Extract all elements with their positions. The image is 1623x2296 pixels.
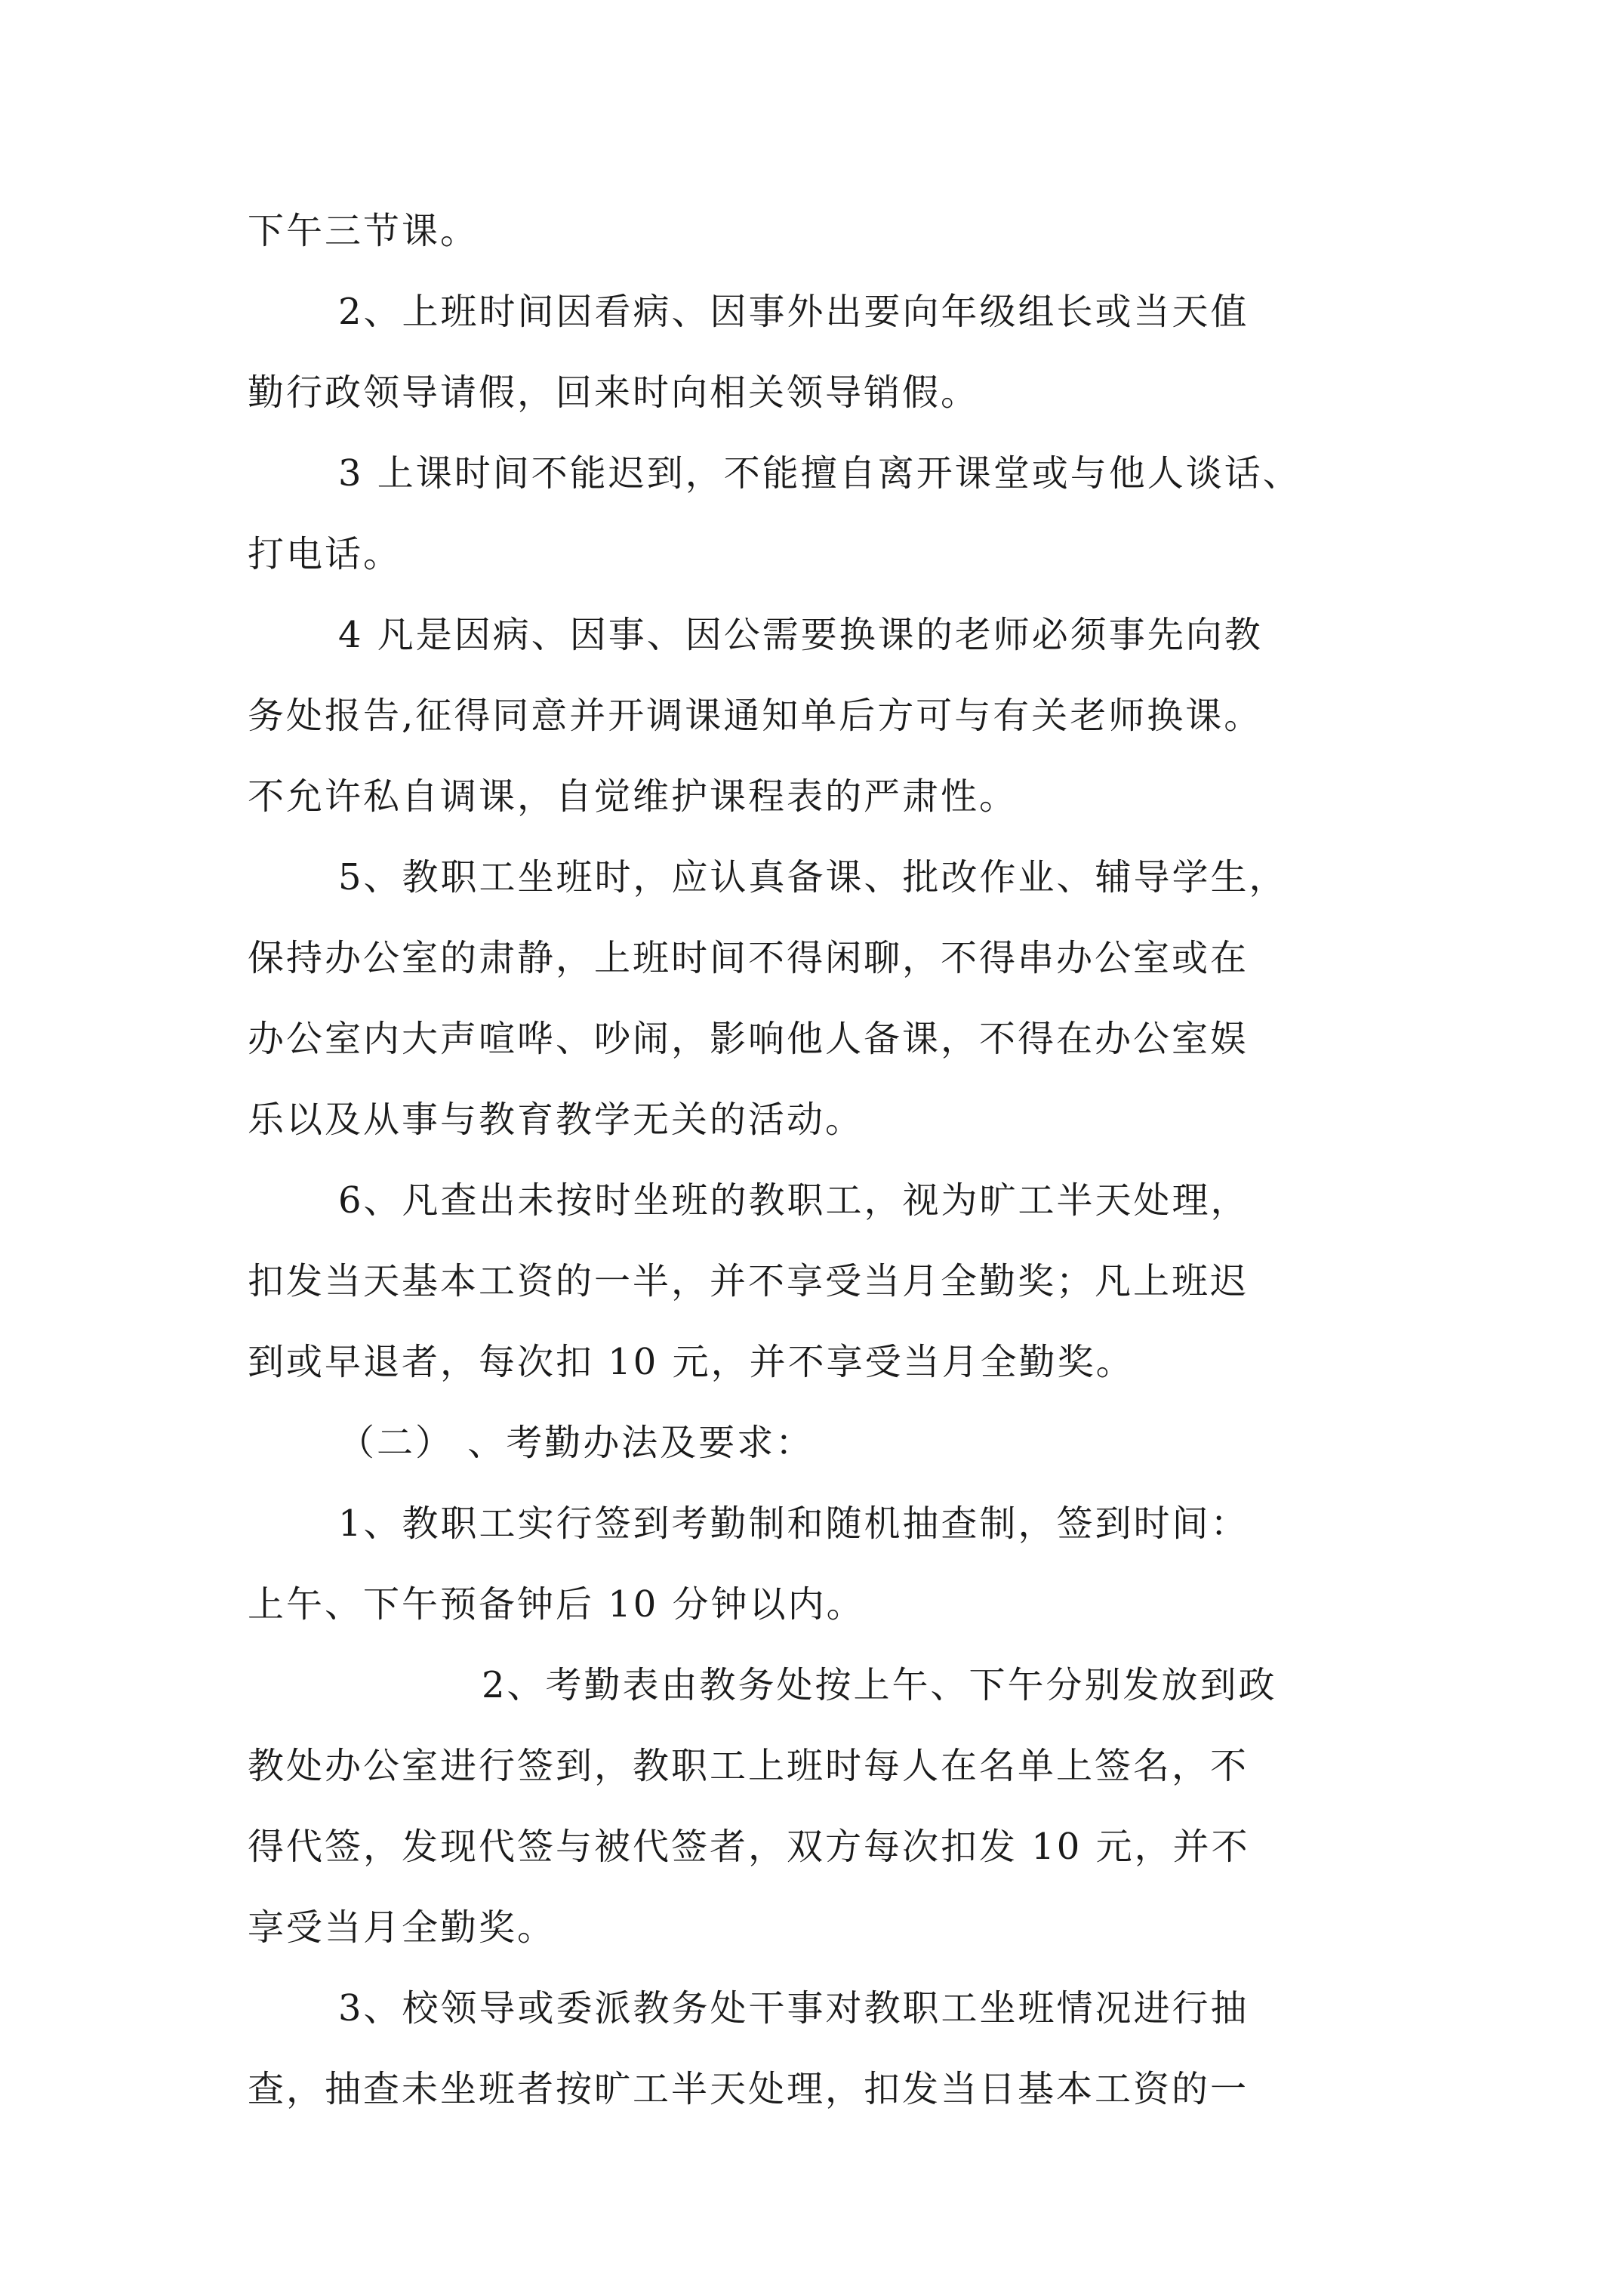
text-line: 办公室内大声喧哗、吵闹，影响他人备课，不得在办公室娱 bbox=[248, 1018, 1249, 1060]
text-line: 3 上课时间不能迟到，不能擅自离开课堂或与他人谈话、 bbox=[338, 452, 1301, 495]
text-line: 上午、下午预备钟后 10 分钟以内。 bbox=[248, 1583, 865, 1626]
text-line: 得代签，发现代签与被代签者，双方每次扣发 10 元，并不 bbox=[248, 1826, 1250, 1868]
text-line: 教处办公室进行签到，教职工上班时每人在名单上签名，不 bbox=[248, 1745, 1249, 1787]
text-line: 下午三节课。 bbox=[248, 210, 479, 252]
text-line: 2、考勤表由教务处按上午、下午分别发放到政 bbox=[482, 1664, 1277, 1706]
text-line: 2、上班时间因看病、因事外出要向年级组长或当天值 bbox=[338, 291, 1249, 333]
text-line: 3、校领导或委派教务处干事对教职工坐班情况进行抽 bbox=[338, 1987, 1249, 2029]
text-line: 到或早退者，每次扣 10 元，并不享受当月全勤奖。 bbox=[248, 1341, 1135, 1383]
text-line: 查，抽查未坐班者按旷工半天处理，扣发当日基本工资的一 bbox=[248, 2068, 1249, 2110]
text-line: 务处报告,征得同意并开调课通知单后方可与有关老师换课。 bbox=[248, 695, 1263, 737]
text-line: 勤行政领导请假，回来时向相关领导销假。 bbox=[248, 371, 980, 414]
text-line: 享受当月全勤奖。 bbox=[248, 1906, 556, 1949]
text-line: 乐以及从事与教育教学无关的活动。 bbox=[248, 1099, 864, 1141]
text-line: 6、凡查出未按时坐班的教职工，视为旷工半天处理， bbox=[338, 1179, 1249, 1222]
text-line: 打电话。 bbox=[248, 533, 402, 575]
text-line: 5、教职工坐班时，应认真备课、批改作业、辅导学生， bbox=[338, 856, 1288, 898]
section-heading: （二） 、考勤办法及要求： bbox=[338, 1422, 815, 1464]
text-line: 不允许私自调课，自觉维护课程表的严肃性。 bbox=[248, 775, 1018, 818]
text-line: 4 凡是因病、因事、因公需要换课的老师必须事先向教 bbox=[338, 614, 1263, 656]
text-line: 保持办公室的肃静，上班时间不得闲聊，不得串办公室或在 bbox=[248, 937, 1249, 979]
document-body bbox=[248, 210, 1397, 2111]
text-line: 1、教职工实行签到考勤制和随机抽查制，签到时间： bbox=[338, 1502, 1249, 1545]
text-line: 扣发当天基本工资的一半，并不享受当月全勤奖；凡上班迟 bbox=[248, 1260, 1249, 1302]
